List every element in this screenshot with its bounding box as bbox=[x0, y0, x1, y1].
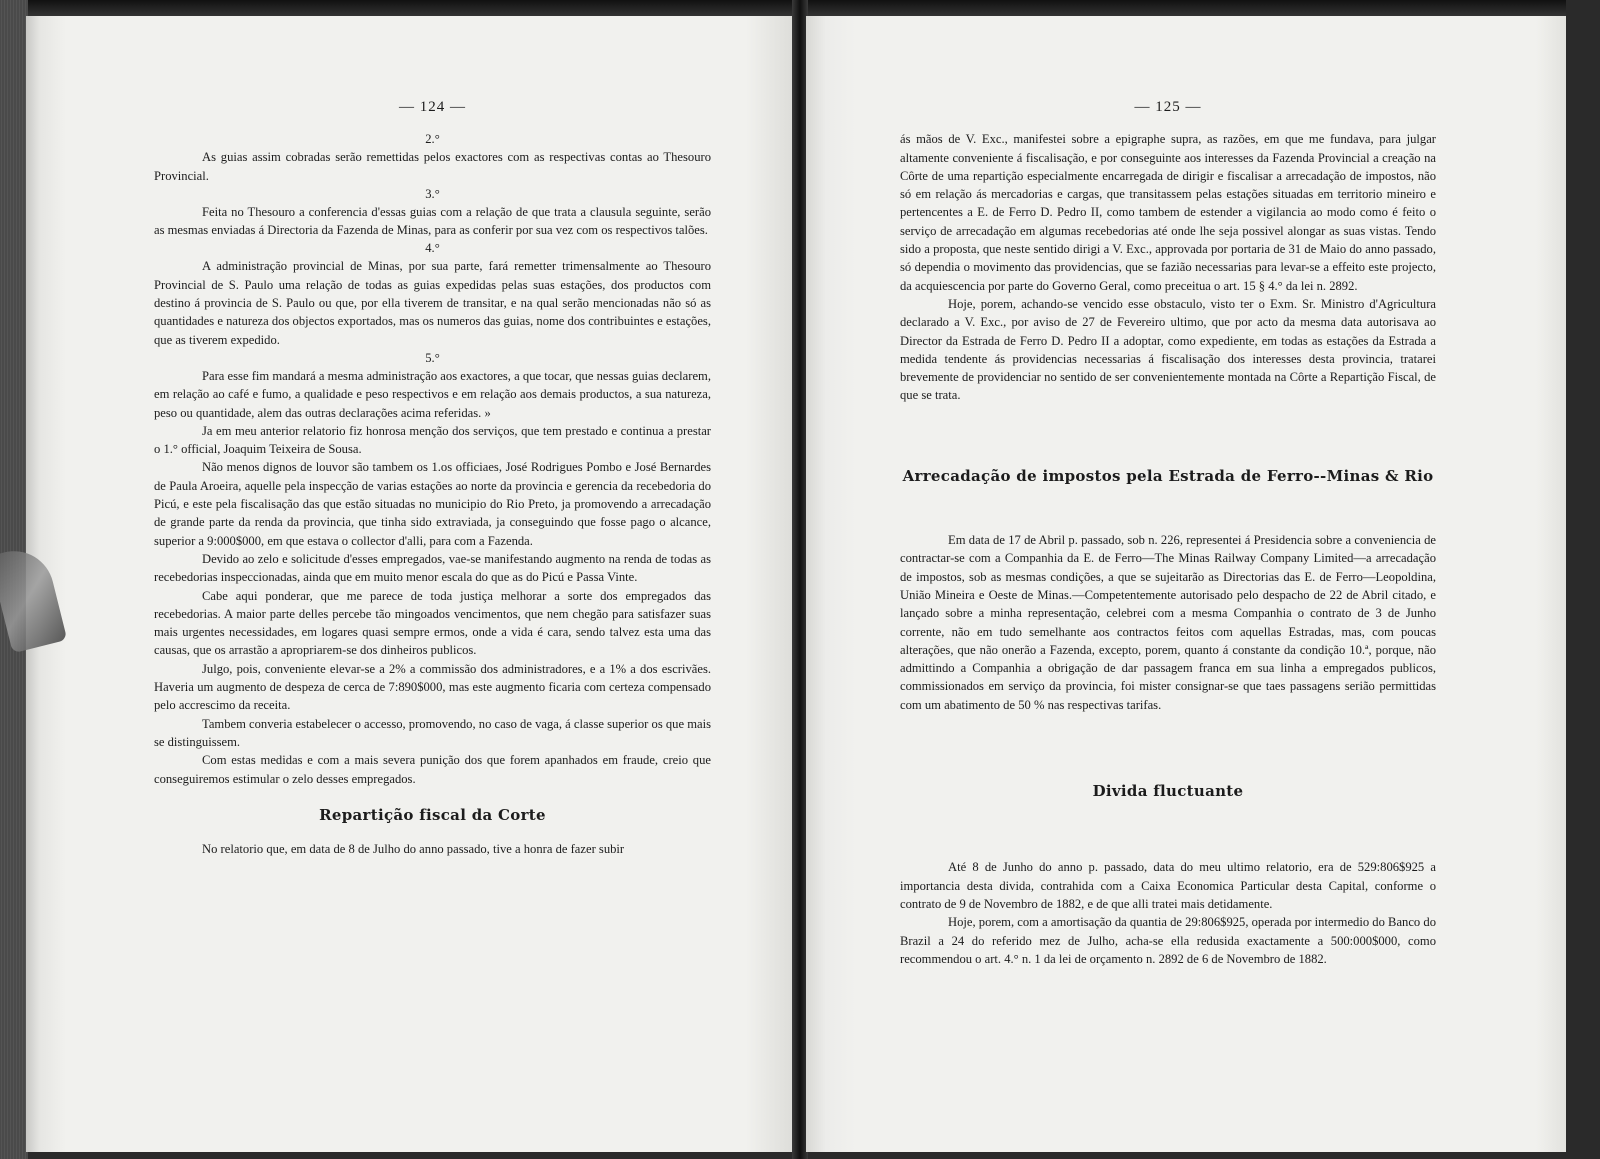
paragraph-no-relatorio: No relatorio que, em data de 8 de Julho do anno passado, tive a honra de fazer subir bbox=[202, 842, 625, 857]
paragraph-para-esse-fim: Para esse fim mandará a mesma administração aos exactores, a que tocar, que nessas guias declarem, em relação ao café e fumo, a qualidade e peso respectivos e em relação aos demais productos, a sua natureza, peso ou quantidade, alem das outras declarações acima referidas. » bbox=[154, 368, 711, 420]
paragraph-cabe: Cabe aqui ponderar, que me parece de toda justiça melhorar a sorte dos empregados das recebedorias. A maior parte delles percebe tão mingoados vencimentos, que nem chegão para satisfazer suas mais urgentes necessidades, em logares quasi sempre ermos, onde a vida é cara, sendo talvez esta uma das causas, que os arrastão a apropriarem-se dos dinheiros publicos. bbox=[154, 588, 711, 658]
paragraph-hoje-porem-1: Hoje, porem, achando-se vencido esse obstaculo, visto ter o Exm. Sr. Ministro d'Agricultura declarado a V. Exc., por aviso de 27 de Fevereiro ultimo, que por acto da mesma data autorisava ao Director da Estrada de Ferro D. Pedro II a adoptar, como expediente, em todas as estações da Estrada a medida tendente ás providencias necessarias á fiscalisação dos interesses desta provincia, tratarei brevemente de providenciar no sentido de ser convenientemente montada na Côrte a Repartição Fiscal, de que se trata. bbox=[900, 296, 1436, 403]
paragraph-em-data: Em data de 17 de Abril p. passado, sob n. 226, representei á Presidencia sobre a conveniencia de contractar-se com a Companhia da E. de Ferro—The Minas Railway Company Limited—a arrecadação de impostos, sob as mesmas condições, a que se sujeitarão as Directorias das E. de Ferro—Leopoldina, União Mineira e Oeste de Minas.—Competentemente autorisado pelo despacho de 22 de Abril citado, e lançado sobre a minha representação, celebrei com a mesma Companhia o contrato de 3 de Junho corrente, não em tudo semelhante aos contractos feitos com aquellas Estradas, mas, com poucas alterações, que não onerão a Fazenda, excepto, porem, quanto á constante da condição 10.ª, porque, não admittindo a Companhia a obrigação de dar passagem franca em sua linha a empregados publicos, commissionados em serviço da provincia, foi mister consignar-se que taes passagens serião permittidas com um abatimento de 50 % nas respectivas tarifas. bbox=[900, 533, 1436, 712]
clause-number-3: 3.° bbox=[425, 186, 440, 201]
right-page bbox=[806, 16, 1566, 1152]
paragraph-hoje-porem-2: Hoje, porem, com a amortisação da quantia de 29:806$925, operada por intermedio do Banco do Brazil a 24 do referido mez de Julho, acha-se ella redusida exactamente a 500:000$000, como recommendou o art. 4.° n. 1 da lei de orçamento n. 2892 de 6 de Novembro de 1882. bbox=[900, 915, 1436, 966]
paragraph-guias: As guias assim cobradas serão remettidas pelos exactores com as respectivas contas ao Thesouro Provincial. bbox=[154, 150, 711, 183]
clause-number-4: 4.° bbox=[425, 241, 440, 256]
paragraph-tambem: Tambem converia estabelecer o accesso, promovendo, no caso de vaga, á classe superior os que mais se distinguissem. bbox=[154, 716, 711, 749]
page-number-right: — 125 — bbox=[1134, 99, 1202, 115]
paragraph-ate-8-junho: Até 8 de Junho do anno p. passado, data do meu ultimo relatorio, era de 529:806$925 a importancia desta divida, contrahida com a Caixa Economica Particular desta Capital, conforme o contrato de 9 de Novembro de 1882, e de que alli tratei mais detidamente. bbox=[900, 860, 1436, 911]
paragraph-administracao: A administração provincial de Minas, por sua parte, fará remetter trimensalmente ao Thesouro Provincial de S. Paulo uma relação de todas as guias expedidas pelas suas estações, dos productos com destino á provincia de S. Paulo ou que, por ella tiverem de transitar, e na qual serão mencionadas não só as quantidades e natureza dos objectos exportados, mas os numeros das guias, nome dos contribuintes e estações, que as tiverem expedido. bbox=[154, 259, 711, 347]
paragraph-nao-menos: Não menos dignos de louvor são tambem os 1.os officiaes, José Rodrigues Pombo e José Bernardes de Paula Aroeira, aquelle pela inspecção de varias estações ao norte da provincia e gerencia da recebedoria do Picú, e este pela fiscalisação das que estão situadas no municipio do Rio Preto, ja promovendo a arrecadação de grande parte da renda da provincia, que tinha sido extraviada, ja conseguindo que fosse pago o alcance, superior a 9:000$000, em que estava o collector d'alli, para com a Fazenda. bbox=[154, 460, 711, 548]
paragraph-com-estas: Com estas medidas e com a mais severa punição dos que forem apanhados em fraude, creio que conseguiremos estimular o zelo desses empregados. bbox=[154, 753, 711, 786]
heading-arrecadacao: Arrecadação de impostos pela Estrada de Ferro--Minas & Rio bbox=[902, 466, 1434, 485]
paragraph-julgo: Julgo, pois, conveniente elevar-se a 2% a commissão dos administradores, e a 1% a dos escrivães. Haveria um augmento de despeza de cerca de 7:890$000, mas este augmento ficaria com certeza compensado pelo accrescimo da receita. bbox=[154, 661, 711, 713]
clause-number-5: 5.° bbox=[425, 350, 440, 365]
heading-divida-fluctuante: Divida fluctuante bbox=[1092, 782, 1244, 801]
left-page bbox=[26, 16, 796, 1152]
paragraph-ja-em-meu: Ja em meu anterior relatorio fiz honrosa menção dos serviços, que tem prestado e continua a prestar o 1.° official, Joaquim Teixeira de Sousa. bbox=[154, 423, 711, 457]
page-number-left: — 124 — bbox=[399, 99, 466, 115]
heading-reparticao-fiscal: Repartição fiscal da Corte bbox=[319, 805, 546, 824]
paragraph-feita: Feita no Thesouro a conferencia d'essas guias com a relação de que trata a clausula seguinte, serão as mesmas enviadas á Directoria da Fazenda de Minas, para as conferir por sua vez com os respectivos talões. bbox=[154, 204, 711, 238]
paragraph-continuacao: ás mãos de V. Exc., manifestei sobre a epigraphe supra, as razões, em que me fundava, para julgar altamente conveniente á fiscalisação, e por conseguinte aos interesses da Fazenda Provincial a creação na Côrte de uma repartição especialmente encarregada de dirigir e fiscalisar a arrecadação de impostos, não só em relação ás mercadorias e cargas, que transitassem pelas estações situadas em territorio mineiro e pertencentes a E. de Ferro D. Pedro II, como tambem de estender a vigilancia ao modo como é feito o serviço de arrecadação em algumas recebedorias até onde lhe seja possivel alongar as suas vistas. Tendo sido a proposta, que neste sentido dirigi a V. Exc., approvada por portaria de 31 de Maio do anno passado, só dependia o movimento das providencias, que se fazião necessarias para levar-se a effeito este projecto, da acquiescencia por parte do Governo Geral, como preceitua o art. 15 § 4.° da lei n. 2892. bbox=[900, 132, 1436, 293]
paragraph-devido: Devido ao zelo e solicitude d'esses empregados, vae-se manifestando augmento na renda de todas as recebedorias inspeccionadas, ainda que em muito menor escala do que as do Picú e Passa Vinte. bbox=[154, 551, 711, 585]
clause-number-2: 2.° bbox=[425, 132, 440, 147]
